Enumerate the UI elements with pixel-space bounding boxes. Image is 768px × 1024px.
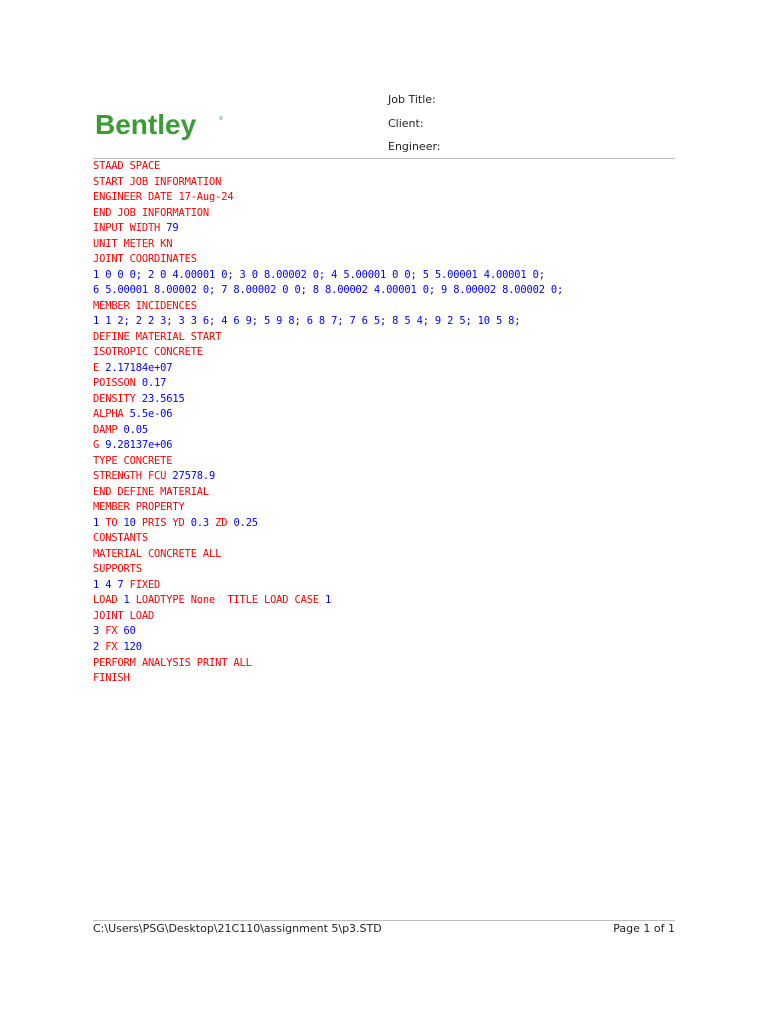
code-line xyxy=(93,283,563,299)
code-number: 1 0 0 0; 2 0 4.00001 0; 3 0 8.00002 0; 4 5.00001 0 0; 5 5.00001 4.00001 0; xyxy=(93,268,545,281)
code-number: 10 xyxy=(123,516,136,529)
code-number: 1 xyxy=(325,594,332,607)
code-keyword: STAAD SPACE xyxy=(93,160,161,172)
code-line xyxy=(93,190,563,206)
code-line xyxy=(93,237,563,253)
code-number: 6 5.00001 8.00002 0; 7 8.00002 0 0; 8 8.00002 4.00001 0; 9 8.00002 8.00002 0; xyxy=(93,284,564,297)
code-keyword: MEMBER INCIDENCES xyxy=(93,299,197,312)
code-keyword: FX xyxy=(99,625,124,638)
code-keyword: POISSON xyxy=(93,377,142,390)
code-keyword: MATERIAL CONCRETE ALL xyxy=(93,547,222,560)
job-meta xyxy=(388,88,441,159)
code-number: 1 xyxy=(93,516,100,529)
code-line xyxy=(93,206,563,222)
client-label: Client: xyxy=(388,116,424,130)
code-line xyxy=(93,562,563,578)
code-number: 9.28137e+06 xyxy=(105,439,173,452)
code-line xyxy=(93,221,563,237)
code-number: 1 4 7 xyxy=(93,578,124,591)
code-line xyxy=(93,330,563,346)
code-line xyxy=(93,252,563,268)
code-keyword: UNIT METER KN xyxy=(93,237,173,250)
page-footer xyxy=(93,921,675,939)
code-line xyxy=(93,268,563,284)
code-keyword: SUPPORTS xyxy=(93,563,142,576)
code-keyword: ISOTROPIC CONCRETE xyxy=(93,346,203,359)
code-line xyxy=(93,500,563,516)
code-number: 1 xyxy=(123,594,130,607)
staad-input-listing xyxy=(93,159,563,687)
code-keyword: DAMP xyxy=(93,423,124,436)
code-line xyxy=(93,175,563,191)
code-line xyxy=(93,376,563,392)
code-keyword: LOAD xyxy=(93,594,124,607)
code-number: 2.17184e+07 xyxy=(105,361,173,374)
code-line xyxy=(93,516,563,532)
code-keyword: STRENGTH FCU xyxy=(93,470,173,483)
code-line xyxy=(93,671,563,687)
code-line xyxy=(93,485,563,501)
code-keyword: END DEFINE MATERIAL xyxy=(93,485,210,498)
code-number: 79 xyxy=(166,222,179,235)
code-keyword: CONSTANTS xyxy=(93,532,148,545)
code-line xyxy=(93,392,563,408)
code-number: 5.5e-06 xyxy=(129,408,173,421)
code-line xyxy=(93,531,563,547)
code-keyword: TYPE CONCRETE xyxy=(93,454,173,467)
code-line xyxy=(93,345,563,361)
registered-mark-icon: ® xyxy=(219,116,223,122)
file-path: C:\Users\PSG\Desktop\21C110\assignment 5\p3.STD xyxy=(93,922,382,935)
code-line xyxy=(93,640,563,656)
job-title-label: Job Title: xyxy=(388,93,436,106)
code-number: 23.5615 xyxy=(141,392,185,405)
code-keyword: JOINT COORDINATES xyxy=(93,253,197,266)
code-line xyxy=(93,609,563,625)
engineer-label: Engineer: xyxy=(388,140,441,153)
code-keyword: ENGINEER DATE 17-Aug-24 xyxy=(93,191,234,204)
code-number: 2 xyxy=(93,640,100,653)
code-keyword: INPUT WIDTH xyxy=(93,222,167,235)
page-number: Page 1 of 1 xyxy=(613,922,675,935)
code-line xyxy=(93,578,563,594)
code-keyword: START JOB INFORMATION xyxy=(93,175,222,188)
logo-wordmark: Bentley xyxy=(95,109,197,140)
code-line xyxy=(93,624,563,640)
code-keyword: DENSITY xyxy=(93,392,142,405)
code-keyword: ZD xyxy=(209,516,234,529)
code-keyword: FX xyxy=(99,640,124,653)
code-number: 0.25 xyxy=(233,516,258,529)
code-line xyxy=(93,423,563,439)
code-keyword: LOADTYPE None TITLE LOAD CASE xyxy=(129,594,326,607)
code-keyword: PRIS YD xyxy=(135,516,191,529)
code-keyword: END JOB INFORMATION xyxy=(93,206,210,219)
code-number: 1 1 2; 2 2 3; 3 3 6; 4 6 9; 5 9 8; 6 8 7; 7 6 5; 8 5 4; 9 2 5; 10 5 8; xyxy=(93,315,521,328)
code-line xyxy=(93,314,563,330)
code-keyword: E xyxy=(93,361,106,374)
code-line xyxy=(93,407,563,423)
code-line xyxy=(93,593,563,609)
code-keyword: FIXED xyxy=(123,578,161,591)
code-number: 60 xyxy=(123,625,136,638)
code-line xyxy=(93,454,563,470)
bentley-logo xyxy=(95,108,235,138)
page-header xyxy=(93,88,675,158)
code-keyword: TO xyxy=(99,516,124,529)
code-number: 3 xyxy=(93,625,100,638)
code-number: 27578.9 xyxy=(172,470,216,483)
code-keyword: G xyxy=(93,439,106,452)
code-number: 120 xyxy=(123,640,142,653)
code-line xyxy=(93,299,563,315)
code-keyword: DEFINE MATERIAL START xyxy=(93,330,222,343)
code-keyword: FINISH xyxy=(93,672,130,685)
code-keyword: PERFORM ANALYSIS PRINT ALL xyxy=(93,656,252,669)
code-line xyxy=(93,438,563,454)
code-line xyxy=(93,159,563,175)
code-number: 0.3 xyxy=(190,516,210,529)
code-keyword: ALPHA xyxy=(93,408,130,421)
code-line xyxy=(93,656,563,672)
code-line xyxy=(93,547,563,563)
code-line xyxy=(93,469,563,485)
code-number: 0.17 xyxy=(141,377,167,390)
code-keyword: JOINT LOAD xyxy=(93,609,155,622)
code-line xyxy=(93,361,563,377)
code-keyword: MEMBER PROPERTY xyxy=(93,501,185,514)
code-number: 0.05 xyxy=(123,423,148,436)
